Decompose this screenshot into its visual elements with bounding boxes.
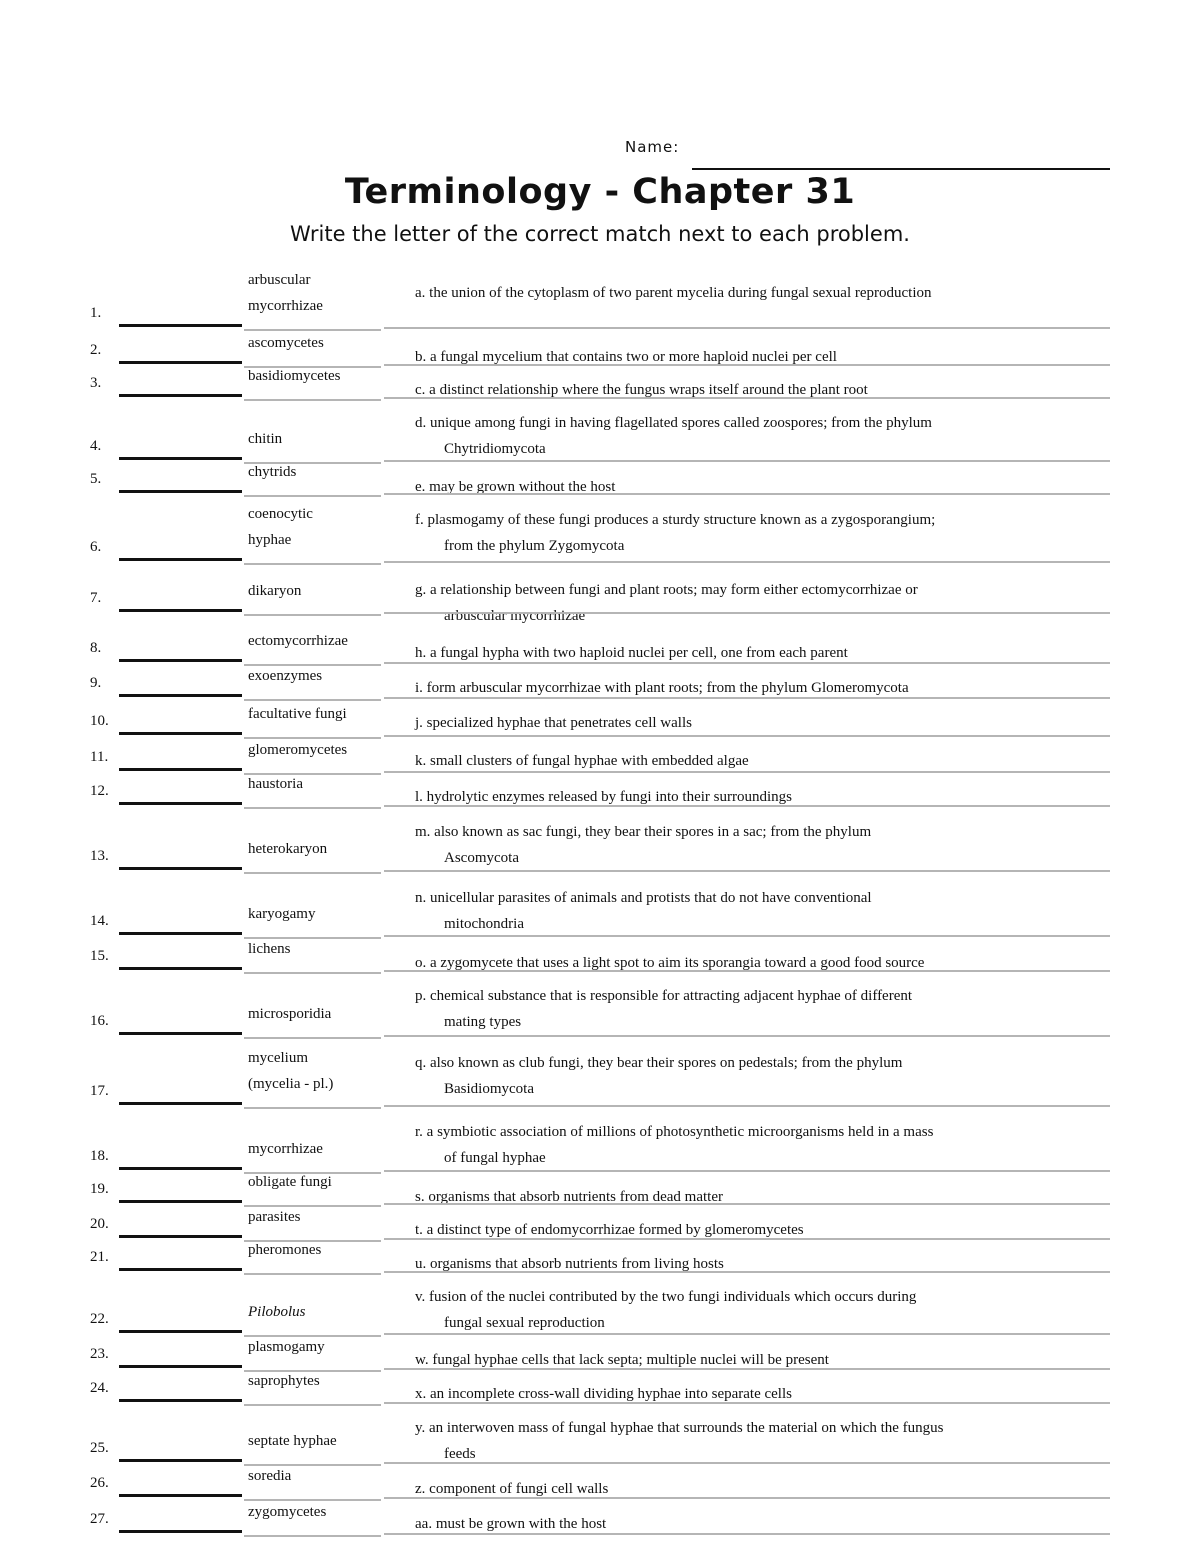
problem-number: 23. xyxy=(90,1346,109,1362)
answer-blank[interactable] xyxy=(119,1530,242,1533)
definition-rule xyxy=(384,397,1110,399)
term-line: ascomycetes xyxy=(248,335,324,351)
definition-line: m. also known as sac fungi, they bear their spores in a sac; from the phylum xyxy=(415,824,872,840)
problem-number: 10. xyxy=(90,713,109,729)
definition xyxy=(415,410,1115,462)
term xyxy=(248,1499,380,1525)
definition xyxy=(415,819,1115,871)
problem-number: 15. xyxy=(90,948,109,964)
term-line: parasites xyxy=(248,1209,301,1225)
definition xyxy=(415,344,1115,370)
definition-line: s. organisms that absorb nutrients from dead matter xyxy=(415,1189,723,1205)
answer-blank[interactable] xyxy=(119,732,242,735)
answer-blank[interactable] xyxy=(119,1330,242,1333)
definition-line: p. chemical substance that is responsible for attracting adjacent hyphae of different xyxy=(415,988,913,1004)
definition-rule xyxy=(384,364,1110,366)
answer-blank[interactable] xyxy=(119,457,242,460)
problem-number: 7. xyxy=(90,590,102,606)
term-rule xyxy=(244,872,381,874)
definition-rule xyxy=(384,1105,1110,1107)
term-rule xyxy=(244,614,381,616)
term xyxy=(248,1463,380,1489)
definition-line: n. unicellular parasites of animals and protists that do not have conventional xyxy=(415,890,872,906)
definition-line: k. small clusters of fungal hyphae with embedded algae xyxy=(415,753,749,769)
term-line: mycorrhizae xyxy=(248,1141,323,1157)
term-line: obligate fungi xyxy=(248,1174,332,1190)
definition-line: Ascomycota xyxy=(444,850,519,866)
problem-number: 27. xyxy=(90,1511,109,1527)
term-line: glomeromycetes xyxy=(248,742,348,758)
definition-rule xyxy=(384,1238,1110,1240)
answer-blank[interactable] xyxy=(119,1365,242,1368)
answer-blank[interactable] xyxy=(119,1200,242,1203)
definition-rule xyxy=(384,1462,1110,1464)
term xyxy=(248,330,380,356)
term-rule xyxy=(244,399,381,401)
definition-rule xyxy=(384,735,1110,737)
term xyxy=(248,459,380,485)
problem-number: 13. xyxy=(90,848,109,864)
term-line: Pilobolus xyxy=(248,1304,306,1320)
term-line: mycelium xyxy=(248,1050,308,1066)
problem-number: 11. xyxy=(90,749,109,765)
problem-number: 2. xyxy=(90,342,102,358)
problem-number: 21. xyxy=(90,1249,109,1265)
definition-line: r. a symbiotic association of millions of photosynthetic microorganisms held in a mass xyxy=(415,1124,934,1140)
definition xyxy=(415,983,1115,1035)
definition-line: Chytridiomycota xyxy=(444,441,546,457)
problem-number: 3. xyxy=(90,375,102,391)
problem-number: 24. xyxy=(90,1380,109,1396)
definition-rule xyxy=(384,1333,1110,1335)
term-line: exoenzymes xyxy=(248,668,323,684)
term-line: heterokaryon xyxy=(248,841,328,857)
problem-number: 9. xyxy=(90,675,102,691)
definition-rule xyxy=(384,493,1110,495)
term xyxy=(248,628,380,654)
definition-rule xyxy=(384,1402,1110,1404)
term xyxy=(248,1428,380,1454)
definition-rule xyxy=(384,1170,1110,1172)
definition-rule xyxy=(384,935,1110,937)
definition-line: arbuscular mycorrhizae xyxy=(444,608,586,624)
term xyxy=(248,1299,380,1325)
problem-number: 26. xyxy=(90,1475,109,1491)
definition-line: c. a distinct relationship where the fungus wraps itself around the plant root xyxy=(415,382,868,398)
term xyxy=(248,1204,380,1230)
definition xyxy=(415,1284,1115,1336)
term-rule xyxy=(244,1535,381,1537)
term xyxy=(248,501,380,553)
term xyxy=(248,1001,380,1027)
problem-number: 16. xyxy=(90,1013,109,1029)
definition-line: w. fungal hyphae cells that lack septa; multiple nuclei will be present xyxy=(415,1352,829,1368)
answer-blank[interactable] xyxy=(119,1399,242,1402)
definition-rule xyxy=(384,805,1110,807)
term-line: hyphae xyxy=(248,532,292,548)
term xyxy=(248,426,380,452)
definition-rule xyxy=(384,327,1110,329)
term xyxy=(248,1237,380,1263)
term-line: (mycelia - pl.) xyxy=(248,1076,334,1092)
answer-blank[interactable] xyxy=(119,1235,242,1238)
term xyxy=(248,363,380,389)
term-line: karyogamy xyxy=(248,906,316,922)
definition xyxy=(415,1415,1115,1467)
term-line: plasmogamy xyxy=(248,1339,325,1355)
term-line: chitin xyxy=(248,431,283,447)
answer-blank[interactable] xyxy=(119,1494,242,1497)
answer-blank[interactable] xyxy=(119,967,242,970)
definition xyxy=(415,885,1115,937)
definition-line: y. an interwoven mass of fungal hyphae that surrounds the material on which the fungus xyxy=(415,1420,944,1436)
term-line: ectomycorrhizae xyxy=(248,633,348,649)
term xyxy=(248,1136,380,1162)
definition-line: v. fusion of the nuclei contributed by the two fungi individuals which occurs during xyxy=(415,1289,917,1305)
answer-blank[interactable] xyxy=(119,1459,242,1462)
definition xyxy=(415,1251,1115,1277)
definition-line: aa. must be grown with the host xyxy=(415,1516,607,1532)
definition-line: d. unique among fungi in having flagellated spores called zoospores; from the phylum xyxy=(415,415,932,431)
term xyxy=(248,737,380,763)
term-rule xyxy=(244,495,381,497)
term-line: coenocytic xyxy=(248,506,313,522)
problem-number: 14. xyxy=(90,913,109,929)
term-rule xyxy=(244,1404,381,1406)
term xyxy=(248,1334,380,1360)
definition-line: x. an incomplete cross-wall dividing hyphae into separate cells xyxy=(415,1386,792,1402)
answer-blank[interactable] xyxy=(119,694,242,697)
term xyxy=(248,1368,380,1394)
definition-rule xyxy=(384,1533,1110,1535)
term-line: mycorrhizae xyxy=(248,298,323,314)
definition-line: e. may be grown without the host xyxy=(415,479,616,495)
definition-rule xyxy=(384,612,1110,614)
definition-rule xyxy=(384,1203,1110,1205)
term-rule xyxy=(244,563,381,565)
term xyxy=(248,1045,380,1097)
term-line: dikaryon xyxy=(248,583,302,599)
problem-number: 20. xyxy=(90,1216,109,1232)
answer-blank[interactable] xyxy=(119,1268,242,1271)
name-label: Name: xyxy=(625,138,680,156)
answer-blank[interactable] xyxy=(119,1032,242,1035)
term-line: arbuscular xyxy=(248,272,311,288)
name-field-line[interactable] xyxy=(692,168,1110,170)
definition xyxy=(415,710,1115,736)
term-line: basidiomycetes xyxy=(248,368,341,384)
term xyxy=(248,836,380,862)
definition-line: o. a zygomycete that uses a light spot to aim its sporangia toward a good food source xyxy=(415,955,925,971)
instructions: Write the letter of the correct match next to each problem. xyxy=(290,222,910,246)
problem-number: 8. xyxy=(90,640,102,656)
problem-number: 4. xyxy=(90,438,102,454)
definition-rule xyxy=(384,870,1110,872)
term-line: microsporidia xyxy=(248,1006,332,1022)
problem-number: 18. xyxy=(90,1148,109,1164)
definition-line: q. also known as club fungi, they bear their spores on pedestals; from the phylum xyxy=(415,1055,903,1071)
definition-line: mitochondria xyxy=(444,916,524,932)
definition-rule xyxy=(384,970,1110,972)
definition-line: fungal sexual reproduction xyxy=(444,1315,605,1331)
definition-line: l. hydrolytic enzymes released by fungi into their surroundings xyxy=(415,789,792,805)
definition xyxy=(415,1184,1115,1210)
definition-rule xyxy=(384,697,1110,699)
answer-blank[interactable] xyxy=(119,609,242,612)
term-rule xyxy=(244,1037,381,1039)
term-line: soredia xyxy=(248,1468,292,1484)
definition xyxy=(415,1119,1115,1171)
term-line: saprophytes xyxy=(248,1373,320,1389)
term-line: facultative fungi xyxy=(248,706,347,722)
term-line: haustoria xyxy=(248,776,303,792)
definition-line: Basidiomycota xyxy=(444,1081,534,1097)
definition xyxy=(415,280,1115,306)
answer-blank[interactable] xyxy=(119,324,242,327)
definition-line: from the phylum Zygomycota xyxy=(444,538,625,554)
term xyxy=(248,267,380,319)
definition-line: g. a relationship between fungi and plant roots; may form either ectomycorrhizae or xyxy=(415,582,918,598)
term-rule xyxy=(244,807,381,809)
definition-rule xyxy=(384,561,1110,563)
definition xyxy=(415,507,1115,559)
definition-rule xyxy=(384,771,1110,773)
definition-line: u. organisms that absorb nutrients from living hosts xyxy=(415,1256,724,1272)
term xyxy=(248,936,380,962)
answer-blank[interactable] xyxy=(119,490,242,493)
definition xyxy=(415,577,1115,629)
term xyxy=(248,663,380,689)
problem-number: 5. xyxy=(90,471,102,487)
problem-number: 12. xyxy=(90,783,109,799)
answer-blank[interactable] xyxy=(119,867,242,870)
term-rule xyxy=(244,972,381,974)
definition-rule xyxy=(384,662,1110,664)
answer-blank[interactable] xyxy=(119,659,242,662)
answer-blank[interactable] xyxy=(119,361,242,364)
term-line: chytrids xyxy=(248,464,297,480)
definition-line: z. component of fungi cell walls xyxy=(415,1481,609,1497)
definition xyxy=(415,377,1115,403)
problem-number: 19. xyxy=(90,1181,109,1197)
answer-blank[interactable] xyxy=(119,394,242,397)
problem-number: 22. xyxy=(90,1311,109,1327)
definition-rule xyxy=(384,1497,1110,1499)
definition-rule xyxy=(384,1368,1110,1370)
term xyxy=(248,901,380,927)
term xyxy=(248,578,380,604)
answer-blank[interactable] xyxy=(119,1102,242,1105)
term-rule xyxy=(244,1273,381,1275)
definition-line: of fungal hyphae xyxy=(444,1150,546,1166)
definition xyxy=(415,1050,1115,1102)
definition-rule xyxy=(384,1035,1110,1037)
definition xyxy=(415,474,1115,500)
definition-line: b. a fungal mycelium that contains two or more haploid nuclei per cell xyxy=(415,349,837,365)
definition-rule xyxy=(384,1271,1110,1273)
term-line: pheromones xyxy=(248,1242,322,1258)
problem-number: 17. xyxy=(90,1083,109,1099)
definition-line: f. plasmogamy of these fungi produces a sturdy structure known as a zygosporangium; xyxy=(415,512,936,528)
definition-line: a. the union of the cytoplasm of two parent mycelia during fungal sexual reproduction xyxy=(415,285,932,301)
definition xyxy=(415,950,1115,976)
definition-line: i. form arbuscular mycorrhizae with plant roots; from the phylum Glomeromycota xyxy=(415,680,909,696)
term-line: lichens xyxy=(248,941,291,957)
term-line: zygomycetes xyxy=(248,1504,327,1520)
definition-line: h. a fungal hypha with two haploid nuclei per cell, one from each parent xyxy=(415,645,848,661)
definition-rule xyxy=(384,460,1110,462)
term-line: septate hyphae xyxy=(248,1433,337,1449)
term-rule xyxy=(244,1107,381,1109)
problem-number: 25. xyxy=(90,1440,109,1456)
answer-blank[interactable] xyxy=(119,932,242,935)
term xyxy=(248,1169,380,1195)
definition-line: feeds xyxy=(444,1446,476,1462)
definition-line: j. specialized hyphae that penetrates cell walls xyxy=(415,715,692,731)
answer-blank[interactable] xyxy=(119,802,242,805)
problem-number: 6. xyxy=(90,539,102,555)
problem-number: 1. xyxy=(90,305,102,321)
term xyxy=(248,701,380,727)
definition-line: t. a distinct type of endomycorrhizae formed by glomeromycetes xyxy=(415,1222,804,1238)
answer-blank[interactable] xyxy=(119,768,242,771)
definition-line: mating types xyxy=(444,1014,522,1030)
answer-blank[interactable] xyxy=(119,558,242,561)
answer-blank[interactable] xyxy=(119,1167,242,1170)
page-title: Terminology - Chapter 31 xyxy=(344,172,856,212)
term xyxy=(248,771,380,797)
